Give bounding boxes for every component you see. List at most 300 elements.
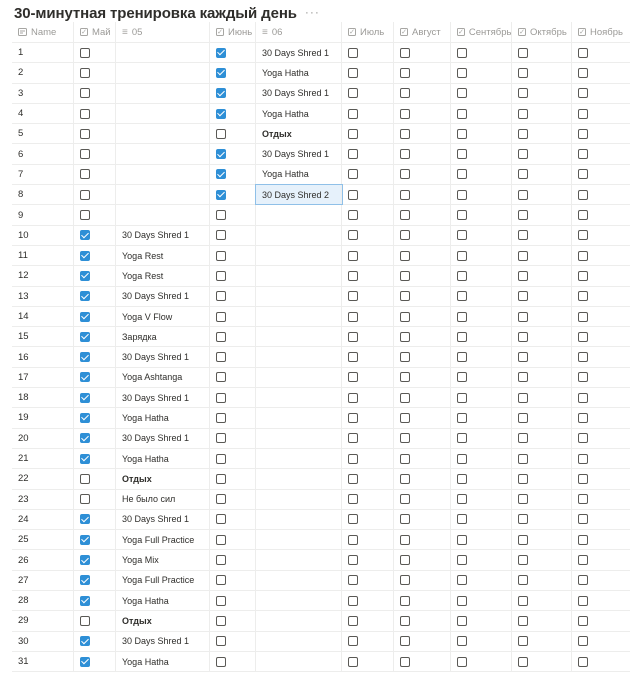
checkbox-unchecked[interactable] xyxy=(400,352,410,362)
checkbox-unchecked[interactable] xyxy=(518,68,528,78)
checkbox-unchecked[interactable] xyxy=(400,636,410,646)
cell-jun[interactable] xyxy=(210,611,256,630)
table-row[interactable] xyxy=(12,632,630,652)
cell-t05[interactable] xyxy=(116,307,210,326)
cell-oct[interactable] xyxy=(512,205,572,224)
cell-nov[interactable] xyxy=(572,408,630,427)
cell-name[interactable] xyxy=(12,510,74,529)
cell-oct[interactable] xyxy=(512,185,572,204)
cell-aug[interactable] xyxy=(394,205,451,224)
checkbox-unchecked[interactable] xyxy=(216,474,226,484)
checkbox-unchecked[interactable] xyxy=(348,535,358,545)
checkbox-checked[interactable] xyxy=(80,555,90,565)
cell-t06[interactable] xyxy=(256,63,342,82)
cell-t06[interactable] xyxy=(256,124,342,143)
checkbox-unchecked[interactable] xyxy=(400,555,410,565)
checkbox-unchecked[interactable] xyxy=(457,271,467,281)
checkbox-checked[interactable] xyxy=(80,454,90,464)
checkbox-unchecked[interactable] xyxy=(518,535,528,545)
checkbox-unchecked[interactable] xyxy=(518,190,528,200)
cell-may[interactable] xyxy=(74,469,116,488)
cell-t06[interactable] xyxy=(256,632,342,651)
checkbox-checked[interactable] xyxy=(80,352,90,362)
cell-jun[interactable] xyxy=(210,307,256,326)
cell-may[interactable] xyxy=(74,63,116,82)
cell-sep[interactable] xyxy=(451,347,512,366)
checkbox-unchecked[interactable] xyxy=(400,230,410,240)
cell-may[interactable] xyxy=(74,490,116,509)
cell-oct[interactable] xyxy=(512,449,572,468)
table-row[interactable] xyxy=(12,266,630,286)
cell-may[interactable] xyxy=(74,124,116,143)
checkbox-unchecked[interactable] xyxy=(578,616,588,626)
cell-t05[interactable] xyxy=(116,550,210,569)
cell-sep[interactable] xyxy=(451,327,512,346)
checkbox-unchecked[interactable] xyxy=(400,109,410,119)
cell-oct[interactable] xyxy=(512,388,572,407)
checkbox-checked[interactable] xyxy=(80,251,90,261)
cell-oct[interactable] xyxy=(512,510,572,529)
checkbox-unchecked[interactable] xyxy=(518,575,528,585)
checkbox-unchecked[interactable] xyxy=(80,48,90,58)
checkbox-unchecked[interactable] xyxy=(457,88,467,98)
table-row[interactable] xyxy=(12,530,630,550)
checkbox-unchecked[interactable] xyxy=(457,454,467,464)
cell-aug[interactable] xyxy=(394,327,451,346)
checkbox-unchecked[interactable] xyxy=(578,210,588,220)
cell-nov[interactable] xyxy=(572,246,630,265)
cell-oct[interactable] xyxy=(512,368,572,387)
cell-t06[interactable] xyxy=(256,429,342,448)
cell-t05[interactable] xyxy=(116,429,210,448)
cell-aug[interactable] xyxy=(394,347,451,366)
cell-name[interactable] xyxy=(12,652,74,671)
cell-sep[interactable] xyxy=(451,165,512,184)
checkbox-unchecked[interactable] xyxy=(216,393,226,403)
cell-t05[interactable] xyxy=(116,63,210,82)
checkbox-unchecked[interactable] xyxy=(578,433,588,443)
table-row[interactable] xyxy=(12,287,630,307)
cell-aug[interactable] xyxy=(394,307,451,326)
checkbox-unchecked[interactable] xyxy=(400,372,410,382)
cell-t06[interactable] xyxy=(256,104,342,123)
cell-oct[interactable] xyxy=(512,611,572,630)
column-header-october[interactable] xyxy=(512,22,572,42)
cell-t05[interactable] xyxy=(116,449,210,468)
cell-sep[interactable] xyxy=(451,550,512,569)
table-row[interactable] xyxy=(12,144,630,164)
cell-nov[interactable] xyxy=(572,490,630,509)
checkbox-unchecked[interactable] xyxy=(518,169,528,179)
table-row[interactable] xyxy=(12,104,630,124)
checkbox-unchecked[interactable] xyxy=(400,251,410,261)
cell-aug[interactable] xyxy=(394,571,451,590)
table-row[interactable] xyxy=(12,571,630,591)
checkbox-unchecked[interactable] xyxy=(457,393,467,403)
cell-jul[interactable] xyxy=(342,449,394,468)
checkbox-unchecked[interactable] xyxy=(216,413,226,423)
checkbox-unchecked[interactable] xyxy=(80,494,90,504)
checkbox-unchecked[interactable] xyxy=(518,48,528,58)
cell-nov[interactable] xyxy=(572,550,630,569)
cell-t05[interactable] xyxy=(116,266,210,285)
cell-jul[interactable] xyxy=(342,205,394,224)
cell-t06[interactable] xyxy=(256,550,342,569)
checkbox-unchecked[interactable] xyxy=(457,616,467,626)
checkbox-unchecked[interactable] xyxy=(216,514,226,524)
table-row[interactable] xyxy=(12,43,630,63)
column-header-name[interactable] xyxy=(12,22,74,42)
checkbox-checked[interactable] xyxy=(216,169,226,179)
cell-t05[interactable] xyxy=(116,205,210,224)
checkbox-unchecked[interactable] xyxy=(578,332,588,342)
checkbox-unchecked[interactable] xyxy=(348,169,358,179)
table-row[interactable] xyxy=(12,429,630,449)
cell-jul[interactable] xyxy=(342,652,394,671)
cell-jul[interactable] xyxy=(342,530,394,549)
table-row[interactable] xyxy=(12,591,630,611)
cell-jul[interactable] xyxy=(342,571,394,590)
checkbox-checked[interactable] xyxy=(80,230,90,240)
cell-t06[interactable] xyxy=(256,571,342,590)
table-row[interactable] xyxy=(12,347,630,367)
cell-may[interactable] xyxy=(74,144,116,163)
cell-sep[interactable] xyxy=(451,571,512,590)
checkbox-unchecked[interactable] xyxy=(578,251,588,261)
cell-name[interactable] xyxy=(12,165,74,184)
cell-may[interactable] xyxy=(74,388,116,407)
checkbox-unchecked[interactable] xyxy=(80,88,90,98)
cell-t06[interactable] xyxy=(256,408,342,427)
checkbox-unchecked[interactable] xyxy=(457,575,467,585)
checkbox-checked[interactable] xyxy=(80,393,90,403)
column-header-september[interactable] xyxy=(451,22,512,42)
cell-jun[interactable] xyxy=(210,368,256,387)
checkbox-unchecked[interactable] xyxy=(578,575,588,585)
cell-sep[interactable] xyxy=(451,490,512,509)
cell-t05[interactable] xyxy=(116,469,210,488)
cell-t05[interactable] xyxy=(116,347,210,366)
checkbox-unchecked[interactable] xyxy=(578,109,588,119)
checkbox-unchecked[interactable] xyxy=(400,210,410,220)
cell-nov[interactable] xyxy=(572,469,630,488)
cell-may[interactable] xyxy=(74,185,116,204)
checkbox-unchecked[interactable] xyxy=(348,575,358,585)
cell-t05[interactable] xyxy=(116,327,210,346)
checkbox-unchecked[interactable] xyxy=(400,271,410,281)
cell-t05[interactable] xyxy=(116,388,210,407)
checkbox-unchecked[interactable] xyxy=(216,494,226,504)
checkbox-unchecked[interactable] xyxy=(216,433,226,443)
cell-name[interactable] xyxy=(12,591,74,610)
cell-may[interactable] xyxy=(74,307,116,326)
table-row[interactable] xyxy=(12,165,630,185)
cell-sep[interactable] xyxy=(451,226,512,245)
cell-jun[interactable] xyxy=(210,124,256,143)
column-header-06[interactable] xyxy=(256,22,342,42)
checkbox-unchecked[interactable] xyxy=(578,169,588,179)
cell-jul[interactable] xyxy=(342,266,394,285)
cell-aug[interactable] xyxy=(394,246,451,265)
cell-name[interactable] xyxy=(12,469,74,488)
checkbox-unchecked[interactable] xyxy=(400,169,410,179)
cell-jul[interactable] xyxy=(342,347,394,366)
checkbox-unchecked[interactable] xyxy=(348,332,358,342)
checkbox-unchecked[interactable] xyxy=(518,494,528,504)
checkbox-unchecked[interactable] xyxy=(400,433,410,443)
cell-jul[interactable] xyxy=(342,550,394,569)
checkbox-unchecked[interactable] xyxy=(400,68,410,78)
table-row[interactable] xyxy=(12,611,630,631)
cell-jul[interactable] xyxy=(342,124,394,143)
cell-t06[interactable] xyxy=(256,165,342,184)
checkbox-unchecked[interactable] xyxy=(578,454,588,464)
cell-name[interactable] xyxy=(12,429,74,448)
checkbox-unchecked[interactable] xyxy=(457,169,467,179)
cell-nov[interactable] xyxy=(572,429,630,448)
checkbox-unchecked[interactable] xyxy=(400,332,410,342)
cell-jun[interactable] xyxy=(210,469,256,488)
cell-jun[interactable] xyxy=(210,84,256,103)
cell-jul[interactable] xyxy=(342,185,394,204)
checkbox-unchecked[interactable] xyxy=(216,332,226,342)
cell-may[interactable] xyxy=(74,652,116,671)
cell-may[interactable] xyxy=(74,571,116,590)
cell-name[interactable] xyxy=(12,104,74,123)
cell-nov[interactable] xyxy=(572,347,630,366)
checkbox-checked[interactable] xyxy=(80,413,90,423)
checkbox-checked[interactable] xyxy=(80,332,90,342)
checkbox-unchecked[interactable] xyxy=(457,48,467,58)
checkbox-unchecked[interactable] xyxy=(457,352,467,362)
cell-oct[interactable] xyxy=(512,591,572,610)
cell-name[interactable] xyxy=(12,611,74,630)
cell-oct[interactable] xyxy=(512,246,572,265)
column-header-05[interactable] xyxy=(116,22,210,42)
checkbox-unchecked[interactable] xyxy=(348,474,358,484)
checkbox-unchecked[interactable] xyxy=(518,332,528,342)
cell-nov[interactable] xyxy=(572,652,630,671)
checkbox-unchecked[interactable] xyxy=(216,312,226,322)
cell-jul[interactable] xyxy=(342,84,394,103)
cell-nov[interactable] xyxy=(572,510,630,529)
checkbox-unchecked[interactable] xyxy=(348,413,358,423)
checkbox-unchecked[interactable] xyxy=(518,636,528,646)
cell-may[interactable] xyxy=(74,43,116,62)
checkbox-unchecked[interactable] xyxy=(578,535,588,545)
cell-oct[interactable] xyxy=(512,347,572,366)
cell-nov[interactable] xyxy=(572,144,630,163)
checkbox-checked[interactable] xyxy=(216,190,226,200)
table-row[interactable] xyxy=(12,226,630,246)
cell-sep[interactable] xyxy=(451,591,512,610)
checkbox-unchecked[interactable] xyxy=(518,210,528,220)
cell-oct[interactable] xyxy=(512,571,572,590)
checkbox-unchecked[interactable] xyxy=(80,210,90,220)
cell-may[interactable] xyxy=(74,266,116,285)
cell-jul[interactable] xyxy=(342,307,394,326)
cell-t06[interactable] xyxy=(256,611,342,630)
checkbox-unchecked[interactable] xyxy=(457,149,467,159)
cell-nov[interactable] xyxy=(572,388,630,407)
cell-t05[interactable] xyxy=(116,408,210,427)
checkbox-unchecked[interactable] xyxy=(518,514,528,524)
checkbox-unchecked[interactable] xyxy=(80,169,90,179)
checkbox-unchecked[interactable] xyxy=(348,494,358,504)
table-row[interactable] xyxy=(12,327,630,347)
cell-oct[interactable] xyxy=(512,104,572,123)
cell-aug[interactable] xyxy=(394,611,451,630)
cell-t05[interactable] xyxy=(116,287,210,306)
cell-t06[interactable] xyxy=(256,652,342,671)
cell-sep[interactable] xyxy=(451,104,512,123)
cell-jun[interactable] xyxy=(210,287,256,306)
checkbox-unchecked[interactable] xyxy=(348,129,358,139)
checkbox-checked[interactable] xyxy=(80,596,90,606)
cell-jun[interactable] xyxy=(210,449,256,468)
checkbox-unchecked[interactable] xyxy=(348,636,358,646)
checkbox-unchecked[interactable] xyxy=(578,129,588,139)
cell-nov[interactable] xyxy=(572,327,630,346)
cell-sep[interactable] xyxy=(451,287,512,306)
checkbox-unchecked[interactable] xyxy=(518,352,528,362)
cell-jun[interactable] xyxy=(210,571,256,590)
cell-t06[interactable] xyxy=(256,368,342,387)
cell-name[interactable] xyxy=(12,368,74,387)
cell-t05[interactable] xyxy=(116,530,210,549)
cell-oct[interactable] xyxy=(512,144,572,163)
checkbox-checked[interactable] xyxy=(80,575,90,585)
cell-jul[interactable] xyxy=(342,591,394,610)
cell-t05[interactable] xyxy=(116,246,210,265)
cell-sep[interactable] xyxy=(451,530,512,549)
checkbox-unchecked[interactable] xyxy=(518,129,528,139)
cell-aug[interactable] xyxy=(394,368,451,387)
cell-aug[interactable] xyxy=(394,449,451,468)
table-row[interactable] xyxy=(12,307,630,327)
cell-jul[interactable] xyxy=(342,287,394,306)
cell-jun[interactable] xyxy=(210,632,256,651)
cell-nov[interactable] xyxy=(572,185,630,204)
checkbox-unchecked[interactable] xyxy=(518,109,528,119)
cell-may[interactable] xyxy=(74,327,116,346)
cell-t05[interactable] xyxy=(116,226,210,245)
checkbox-unchecked[interactable] xyxy=(400,291,410,301)
checkbox-unchecked[interactable] xyxy=(400,616,410,626)
cell-may[interactable] xyxy=(74,205,116,224)
checkbox-unchecked[interactable] xyxy=(578,190,588,200)
cell-aug[interactable] xyxy=(394,124,451,143)
cell-t05[interactable] xyxy=(116,652,210,671)
checkbox-unchecked[interactable] xyxy=(578,88,588,98)
checkbox-checked[interactable] xyxy=(216,149,226,159)
cell-name[interactable] xyxy=(12,490,74,509)
cell-oct[interactable] xyxy=(512,408,572,427)
cell-may[interactable] xyxy=(74,550,116,569)
cell-t06[interactable] xyxy=(256,246,342,265)
table-row[interactable] xyxy=(12,449,630,469)
cell-oct[interactable] xyxy=(512,429,572,448)
checkbox-unchecked[interactable] xyxy=(348,291,358,301)
ellipsis-icon[interactable]: ··· xyxy=(304,4,320,19)
cell-nov[interactable] xyxy=(572,63,630,82)
table-row[interactable] xyxy=(12,469,630,489)
cell-t06[interactable] xyxy=(256,205,342,224)
checkbox-unchecked[interactable] xyxy=(348,352,358,362)
cell-name[interactable] xyxy=(12,246,74,265)
cell-oct[interactable] xyxy=(512,652,572,671)
checkbox-unchecked[interactable] xyxy=(457,535,467,545)
checkbox-unchecked[interactable] xyxy=(578,514,588,524)
checkbox-unchecked[interactable] xyxy=(518,393,528,403)
checkbox-unchecked[interactable] xyxy=(518,555,528,565)
cell-jun[interactable] xyxy=(210,652,256,671)
cell-t05[interactable] xyxy=(116,43,210,62)
checkbox-unchecked[interactable] xyxy=(216,210,226,220)
cell-t06[interactable] xyxy=(256,327,342,346)
checkbox-unchecked[interactable] xyxy=(518,271,528,281)
checkbox-unchecked[interactable] xyxy=(216,352,226,362)
cell-aug[interactable] xyxy=(394,469,451,488)
cell-may[interactable] xyxy=(74,287,116,306)
cell-jul[interactable] xyxy=(342,104,394,123)
checkbox-unchecked[interactable] xyxy=(216,555,226,565)
checkbox-unchecked[interactable] xyxy=(80,149,90,159)
cell-t06[interactable] xyxy=(256,307,342,326)
cell-jun[interactable] xyxy=(210,144,256,163)
cell-jul[interactable] xyxy=(342,632,394,651)
cell-jun[interactable] xyxy=(210,490,256,509)
column-header-august[interactable] xyxy=(394,22,451,42)
checkbox-unchecked[interactable] xyxy=(400,474,410,484)
checkbox-unchecked[interactable] xyxy=(578,291,588,301)
cell-may[interactable] xyxy=(74,347,116,366)
cell-jun[interactable] xyxy=(210,185,256,204)
checkbox-unchecked[interactable] xyxy=(518,433,528,443)
cell-jun[interactable] xyxy=(210,591,256,610)
checkbox-unchecked[interactable] xyxy=(348,149,358,159)
checkbox-unchecked[interactable] xyxy=(348,48,358,58)
table-row[interactable] xyxy=(12,550,630,570)
cell-aug[interactable] xyxy=(394,165,451,184)
cell-may[interactable] xyxy=(74,104,116,123)
checkbox-checked[interactable] xyxy=(216,109,226,119)
checkbox-unchecked[interactable] xyxy=(216,636,226,646)
cell-jul[interactable] xyxy=(342,63,394,82)
cell-jun[interactable] xyxy=(210,510,256,529)
table-row[interactable] xyxy=(12,510,630,530)
cell-jun[interactable] xyxy=(210,388,256,407)
cell-may[interactable] xyxy=(74,611,116,630)
cell-nov[interactable] xyxy=(572,124,630,143)
cell-sep[interactable] xyxy=(451,185,512,204)
checkbox-checked[interactable] xyxy=(80,312,90,322)
cell-oct[interactable] xyxy=(512,266,572,285)
checkbox-unchecked[interactable] xyxy=(578,312,588,322)
cell-aug[interactable] xyxy=(394,632,451,651)
checkbox-unchecked[interactable] xyxy=(348,68,358,78)
checkbox-unchecked[interactable] xyxy=(216,251,226,261)
checkbox-unchecked[interactable] xyxy=(578,555,588,565)
checkbox-unchecked[interactable] xyxy=(518,149,528,159)
cell-oct[interactable] xyxy=(512,490,572,509)
cell-nov[interactable] xyxy=(572,591,630,610)
cell-jul[interactable] xyxy=(342,510,394,529)
cell-t05[interactable] xyxy=(116,165,210,184)
checkbox-unchecked[interactable] xyxy=(400,514,410,524)
table-row[interactable] xyxy=(12,368,630,388)
checkbox-unchecked[interactable] xyxy=(400,596,410,606)
